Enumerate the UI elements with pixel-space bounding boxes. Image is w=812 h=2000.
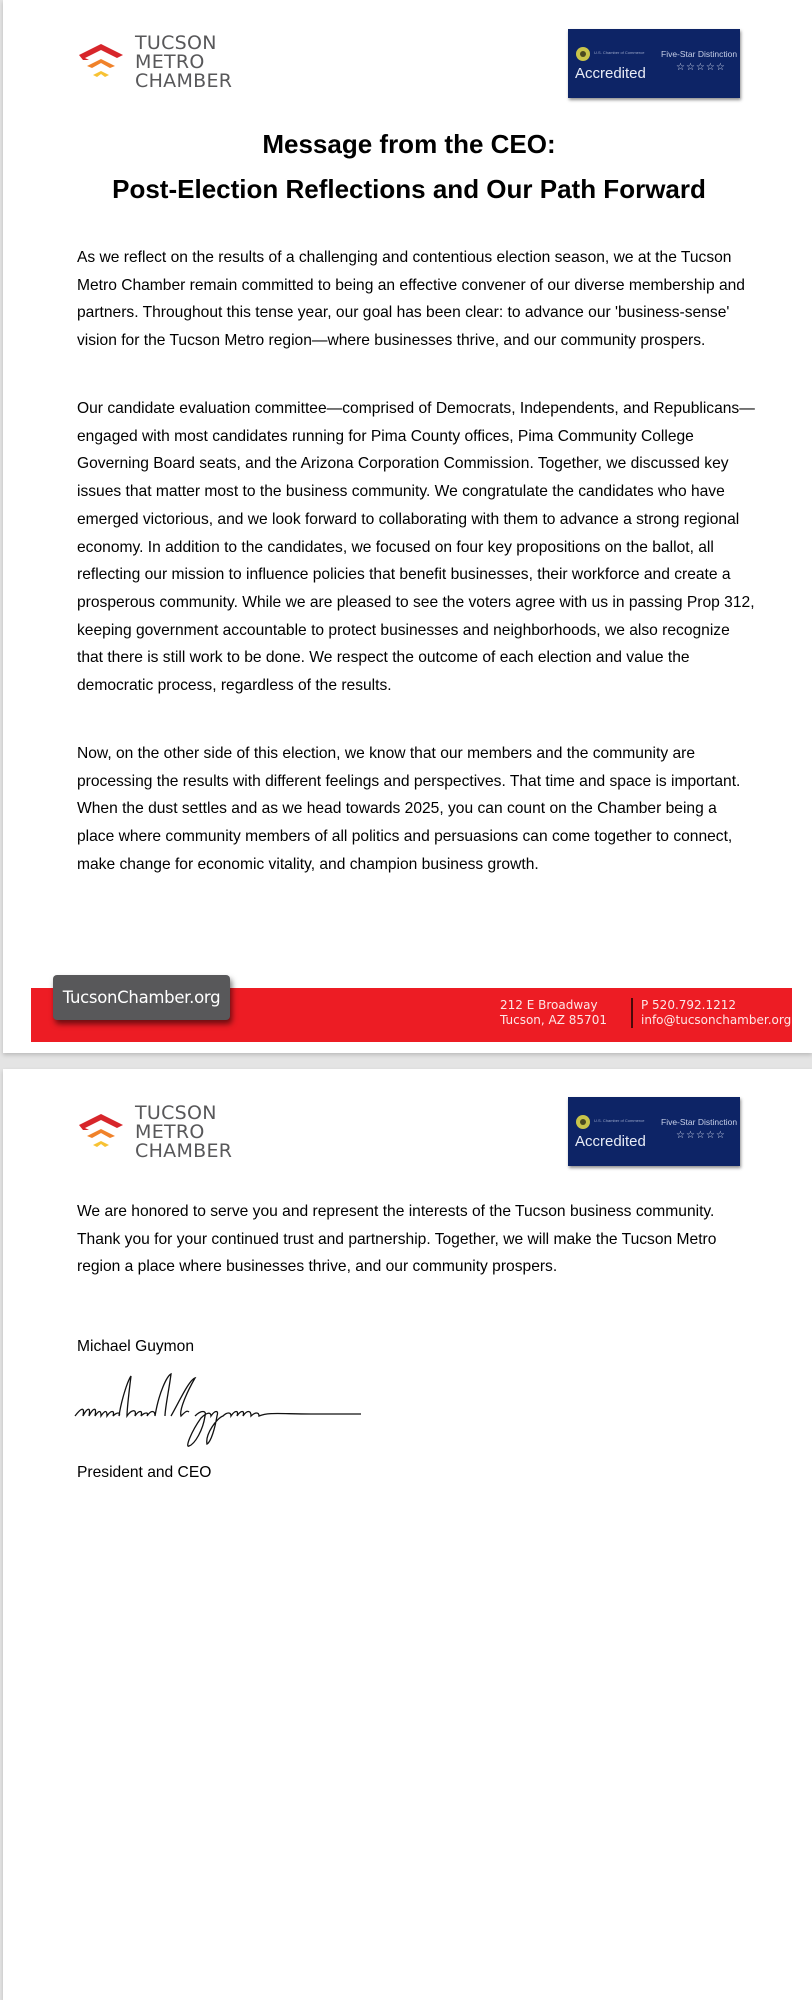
letter-title: Message from the CEO: [262,129,556,159]
website-link[interactable]: TucsonChamber.org [53,975,230,1020]
logo-wordmark: TUCSON METRO CHAMBER [135,32,233,92]
letter-page-2 [3,1069,812,2000]
signer-name: Michael Guymon [77,1338,194,1355]
paragraph-3: Now, on the other side of this election, we know that our members and the community are processing the results with different feelings and perspectives. That time and space is important. When the dust settles and as we head towards 2025, you can count on the Chamber being a place where community members of all politics and persuasions can come together to connect, make change for economic vitality, and champion business growth. [77,745,741,873]
letter-page-1 [3,0,812,1053]
us-chamber-emblem-icon [576,47,590,61]
star-rating-icons: ☆☆☆☆☆ [676,62,726,73]
chamber-logo [77,1104,247,1168]
footer-divider [631,998,633,1028]
badge-status: Accredited [575,1133,646,1150]
chevron-stack-icon [77,1114,133,1158]
footer-contact [641,998,791,1028]
star-rating-icons: ☆☆☆☆☆ [676,1130,726,1141]
email-link[interactable]: info@tucsonchamber.org [641,1013,792,1027]
paragraph-4: We are honored to serve you and represent the interests of the Tucson business community. Thank you for your continued trust and partnership. Together, we will make the Tucson Metro region a place where businesses thrive, and our community prospers. [77,1203,717,1276]
chevron-stack-icon [77,44,133,88]
phone-number: P 520.792.1212 [641,998,737,1012]
accreditation-badge [568,1097,740,1166]
badge-status: Accredited [575,65,646,82]
badge-org-label: U.S. Chamber of Commerce [594,50,645,55]
accreditation-badge [568,29,740,98]
paragraph-1: As we reflect on the results of a challenging and contentious election season, we at the Tucson Metro Chamber remain committed to being an effective convener of our diverse membership and partners. Throughout this tense year, our goal has been clear: to advance our 'business-sense' vision for the Tucson Metro region—where businesses thrive, and our community prospers. [77,249,745,350]
paragraph-2: Our candidate evaluation committee—comprised of Democrats, Independents, and Republicans—engaged with most candidates running for Pima County offices, Pima Community College Governing Board seats, and the Arizona Corporation Commission. Together, we discussed key issues that matter most to the business community. We congratulate the candidates who have emerged victorious, and we look forward to collaborating with them to advance a strong regional economy. In addition to the candidates, we focused on four key propositions on the ballot, all reflecting our mission to influence policies that benefit businesses, their workforce and create a prosperous community. While we are pleased to see the voters agree with us in passing Prop 312, keeping government accountable to protect businesses and neighborhoods, we also recognize that there is still work to be done. We respect the outcome of each election and value the democratic process, regardless of the results. [77,400,755,695]
badge-distinction: Five-Star Distinction [661,1117,738,1127]
logo-wordmark: TUCSON METRO CHAMBER [135,1102,233,1162]
chamber-logo [77,34,247,98]
letter-subtitle: Post-Election Reflections and Our Path Forward [112,174,706,204]
badge-org-label: U.S. Chamber of Commerce [594,1118,645,1123]
signer-title: President and CEO [77,1464,212,1481]
handwritten-signature [71,1372,371,1452]
us-chamber-emblem-icon [576,1115,590,1129]
badge-distinction: Five-Star Distinction [661,49,738,59]
footer-address: 212 E Broadway Tucson, AZ 85701 [500,998,607,1027]
